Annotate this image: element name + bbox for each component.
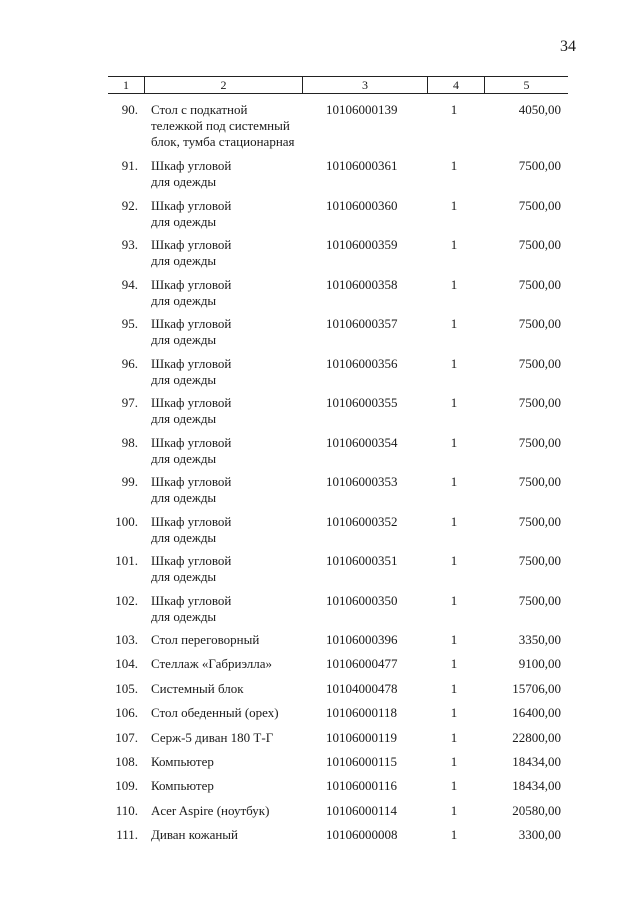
row-quantity: 1 bbox=[450, 656, 458, 672]
row-price: 7500,00 bbox=[518, 434, 561, 450]
table-row bbox=[0, 514, 640, 554]
row-price: 22800,00 bbox=[512, 729, 561, 745]
row-quantity: 1 bbox=[450, 553, 458, 568]
row-quantity: 1 bbox=[450, 197, 458, 213]
row-number: 93. bbox=[121, 237, 138, 252]
row-inventory-code: 10106000352 bbox=[326, 513, 398, 529]
row-inventory-code: 10106000118 bbox=[326, 705, 398, 721]
row-inventory-code: 10106000360 bbox=[326, 197, 398, 213]
row-inventory-code: 10106000396 bbox=[326, 632, 398, 647]
row-number: 98. bbox=[121, 434, 138, 450]
row-price: 16400,00 bbox=[512, 705, 561, 721]
row-quantity: 1 bbox=[450, 316, 458, 331]
row-quantity: 1 bbox=[450, 102, 458, 117]
row-price: 18434,00 bbox=[512, 753, 561, 769]
row-price: 7500,00 bbox=[518, 197, 561, 213]
header-col-2: 2 bbox=[145, 77, 303, 93]
row-price: 7500,00 bbox=[518, 553, 561, 568]
row-quantity: 1 bbox=[450, 632, 458, 647]
row-number: 104. bbox=[115, 656, 138, 672]
row-price: 7500,00 bbox=[518, 276, 561, 292]
row-inventory-code: 10106000008 bbox=[326, 827, 398, 843]
row-price: 3350,00 bbox=[518, 632, 561, 647]
row-price: 15706,00 bbox=[512, 680, 561, 696]
row-name: Системный блок bbox=[151, 680, 244, 696]
table-row bbox=[0, 102, 640, 158]
table-row bbox=[0, 705, 640, 729]
row-inventory-code: 10106000361 bbox=[326, 158, 398, 173]
row-quantity: 1 bbox=[450, 474, 458, 489]
row-inventory-code: 10104000478 bbox=[326, 680, 398, 696]
row-inventory-code: 10106000354 bbox=[326, 434, 398, 450]
row-inventory-code: 10106000351 bbox=[326, 553, 398, 568]
row-name: Компьютер bbox=[151, 778, 214, 794]
table-body bbox=[0, 102, 640, 852]
row-inventory-code: 10106000355 bbox=[326, 395, 398, 410]
row-number: 111. bbox=[116, 827, 138, 843]
row-quantity: 1 bbox=[450, 395, 458, 410]
row-name: Шкаф угловой для одежды bbox=[151, 474, 232, 505]
table-row bbox=[0, 435, 640, 475]
row-name: Стол переговорный bbox=[151, 632, 260, 647]
table-row bbox=[0, 474, 640, 514]
table-row bbox=[0, 158, 640, 198]
row-quantity: 1 bbox=[450, 592, 458, 608]
row-quantity: 1 bbox=[450, 802, 458, 818]
row-name: Шкаф угловой для одежды bbox=[151, 592, 232, 624]
row-name: Шкаф угловой для одежды bbox=[151, 158, 232, 189]
row-name: Шкаф угловой для одежды bbox=[151, 434, 232, 466]
row-quantity: 1 bbox=[450, 434, 458, 450]
row-number: 106. bbox=[115, 705, 138, 721]
row-price: 7500,00 bbox=[518, 513, 561, 529]
row-inventory-code: 10106000116 bbox=[326, 778, 398, 794]
row-price: 7500,00 bbox=[518, 316, 561, 331]
row-number: 107. bbox=[115, 729, 138, 745]
row-quantity: 1 bbox=[450, 778, 458, 794]
row-number: 92. bbox=[121, 197, 138, 213]
row-price: 7500,00 bbox=[518, 474, 561, 489]
row-name: Шкаф угловой для одежды bbox=[151, 276, 232, 308]
row-inventory-code: 10106000358 bbox=[326, 276, 398, 292]
row-inventory-code: 10106000357 bbox=[326, 316, 398, 331]
table-row bbox=[0, 198, 640, 238]
row-name: Шкаф угловой для одежды bbox=[151, 197, 232, 229]
table-row bbox=[0, 356, 640, 396]
row-inventory-code: 10106000115 bbox=[326, 753, 398, 769]
table-row bbox=[0, 803, 640, 827]
row-quantity: 1 bbox=[450, 158, 458, 173]
table-row bbox=[0, 316, 640, 356]
row-quantity: 1 bbox=[450, 237, 458, 252]
table-row bbox=[0, 754, 640, 778]
row-name: Шкаф угловой для одежды bbox=[151, 355, 232, 387]
row-quantity: 1 bbox=[450, 827, 458, 843]
row-inventory-code: 10106000359 bbox=[326, 237, 398, 252]
row-inventory-code: 10106000353 bbox=[326, 474, 398, 489]
row-price: 7500,00 bbox=[518, 355, 561, 371]
table-row bbox=[0, 237, 640, 277]
table-row bbox=[0, 395, 640, 435]
row-number: 105. bbox=[115, 680, 138, 696]
row-name: Шкаф угловой для одежды bbox=[151, 553, 232, 584]
row-inventory-code: 10106000114 bbox=[326, 802, 398, 818]
row-number: 102. bbox=[115, 592, 138, 608]
row-number: 96. bbox=[121, 355, 138, 371]
row-price: 18434,00 bbox=[512, 778, 561, 794]
row-quantity: 1 bbox=[450, 705, 458, 721]
row-number: 95. bbox=[121, 316, 138, 331]
table-row bbox=[0, 277, 640, 317]
table-row bbox=[0, 827, 640, 851]
row-name: Шкаф угловой для одежды bbox=[151, 316, 232, 347]
header-col-4: 4 bbox=[428, 77, 485, 93]
table-header bbox=[108, 76, 568, 94]
table-row bbox=[0, 553, 640, 593]
row-quantity: 1 bbox=[450, 513, 458, 529]
row-quantity: 1 bbox=[450, 729, 458, 745]
row-number: 100. bbox=[115, 513, 138, 529]
row-name: Шкаф угловой для одежды bbox=[151, 395, 232, 426]
row-name: Компьютер bbox=[151, 753, 214, 769]
row-number: 94. bbox=[121, 276, 138, 292]
table-row bbox=[0, 593, 640, 633]
row-price: 7500,00 bbox=[518, 395, 561, 410]
row-price: 7500,00 bbox=[518, 237, 561, 252]
row-number: 97. bbox=[121, 395, 138, 410]
row-number: 108. bbox=[115, 753, 138, 769]
row-price: 3300,00 bbox=[518, 827, 561, 843]
header-col-3: 3 bbox=[303, 77, 428, 93]
row-number: 109. bbox=[115, 778, 138, 794]
row-quantity: 1 bbox=[450, 753, 458, 769]
row-name: Шкаф угловой для одежды bbox=[151, 237, 232, 268]
table-row bbox=[0, 730, 640, 754]
header-col-1: 1 bbox=[108, 77, 145, 93]
table-row bbox=[0, 656, 640, 680]
row-name: Стеллаж «Габриэлла» bbox=[151, 656, 273, 672]
row-price: 7500,00 bbox=[518, 158, 561, 173]
row-number: 110. bbox=[115, 802, 138, 818]
row-number: 101. bbox=[115, 553, 138, 568]
row-price: 20580,00 bbox=[512, 802, 561, 818]
table-row bbox=[0, 632, 640, 656]
row-name: Acer Aspire (ноутбук) bbox=[151, 802, 270, 818]
row-inventory-code: 10106000350 bbox=[326, 592, 398, 608]
row-name: Стол обеденный (орех) bbox=[151, 705, 279, 721]
table-row bbox=[0, 778, 640, 802]
row-inventory-code: 10106000356 bbox=[326, 355, 398, 371]
row-inventory-code: 10106000119 bbox=[326, 729, 398, 745]
row-name: Серж-5 диван 180 Т-Г bbox=[151, 729, 274, 745]
table-row bbox=[0, 681, 640, 705]
row-quantity: 1 bbox=[450, 355, 458, 371]
row-number: 99. bbox=[121, 474, 138, 489]
page-number: 34 bbox=[560, 38, 576, 55]
row-name: Стол с подкатной тележкой под системный блок, тумба стационарная bbox=[151, 102, 295, 149]
row-name: Шкаф угловой для одежды bbox=[151, 513, 232, 545]
row-number: 90. bbox=[121, 102, 138, 117]
row-number: 91. bbox=[121, 158, 138, 173]
row-price: 9100,00 bbox=[518, 656, 561, 672]
row-price: 4050,00 bbox=[518, 102, 561, 117]
row-number: 103. bbox=[115, 632, 138, 647]
row-inventory-code: 10106000139 bbox=[326, 102, 398, 117]
row-name: Диван кожаный bbox=[151, 827, 239, 843]
row-quantity: 1 bbox=[450, 680, 458, 696]
row-price: 7500,00 bbox=[518, 592, 561, 608]
row-quantity: 1 bbox=[450, 276, 458, 292]
header-col-5: 5 bbox=[523, 78, 530, 92]
row-inventory-code: 10106000477 bbox=[326, 656, 398, 672]
